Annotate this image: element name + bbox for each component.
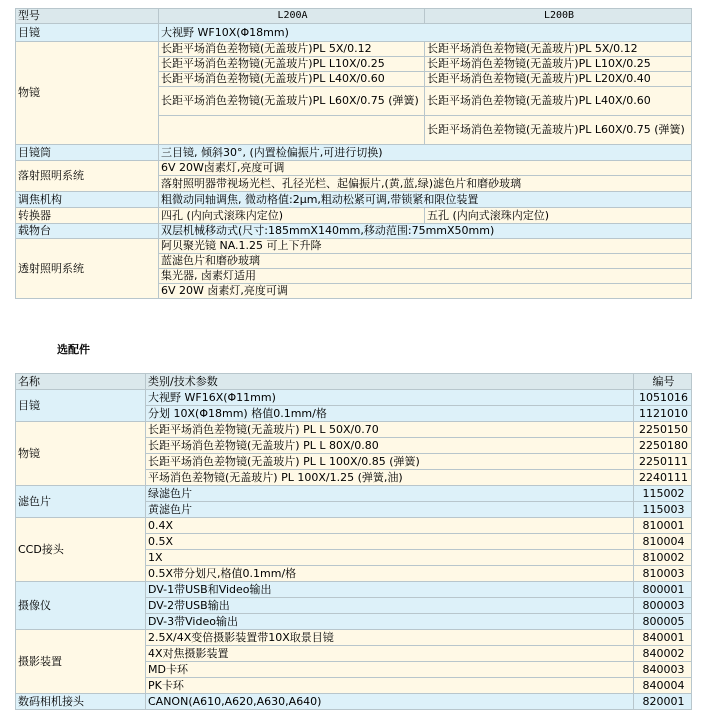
spec-label-focus: 调焦机构 <box>16 192 159 208</box>
spec-value-stage: 双层机械移动式(尺寸:185mmX140mm,移动范围:75mmX50mm) <box>159 224 692 239</box>
spec-objective-b: 长距平场消色差物镜(无盖玻片)PL L60X/0.75 (弹簧) <box>425 116 692 145</box>
spec-objective-a: 长距平场消色差物镜(无盖玻片)PL L40X/0.60 <box>159 72 425 87</box>
accessory-code: 800003 <box>634 598 692 614</box>
spec-objective-b: 长距平场消色差物镜(无盖玻片)PL L10X/0.25 <box>425 57 692 72</box>
accessory-row <box>16 422 692 438</box>
spec-row-eyepiece <box>16 24 692 42</box>
accessories-table <box>15 373 692 710</box>
accessory-group-name: 目镜 <box>16 390 146 422</box>
accessory-group-name: 物镜 <box>16 422 146 486</box>
spec-objective-a: 长距平场消色差物镜(无盖玻片)PL 5X/0.12 <box>159 42 425 57</box>
accessory-param: 大视野 WF16X(Φ11mm) <box>146 390 634 406</box>
accessory-code: 800001 <box>634 582 692 598</box>
spec-value-nosepiece-a: 四孔 (内向式滚珠内定位) <box>159 208 425 224</box>
accessory-code: 810004 <box>634 534 692 550</box>
accessories-header-row <box>16 374 692 390</box>
spec-row-nosepiece <box>16 208 692 224</box>
spec-value-trans: 蓝滤色片和磨砂玻璃 <box>159 254 692 269</box>
spec-row-stage <box>16 224 692 239</box>
spec-header-l200b: L200B <box>425 9 692 24</box>
accessory-row <box>16 390 692 406</box>
accessory-code: 820001 <box>634 694 692 710</box>
spec-label-stage: 载物台 <box>16 224 159 239</box>
accessory-param: 黄滤色片 <box>146 502 634 518</box>
accessory-param: MD卡环 <box>146 662 634 678</box>
spec-value-eyepiece: 大视野 WF10X(Φ18mm) <box>159 24 692 42</box>
accessory-code: 2250150 <box>634 422 692 438</box>
spec-value-trans: 阿贝聚光镜 NA.1.25 可上下升降 <box>159 239 692 254</box>
accessory-param: DV-3带Video输出 <box>146 614 634 630</box>
accessory-row <box>16 630 692 646</box>
accessory-param: 长距平场消色差物镜(无盖玻片) PL L 50X/0.70 <box>146 422 634 438</box>
accessory-row <box>16 486 692 502</box>
accessory-code: 1051016 <box>634 390 692 406</box>
accessories-body <box>16 390 692 710</box>
accessories-header-name: 名称 <box>16 374 146 390</box>
spec-value-tube: 三目镜, 倾斜30°, (内置检偏振片,可进行切换) <box>159 145 692 161</box>
spec-row-tube <box>16 145 692 161</box>
accessory-param: 绿滤色片 <box>146 486 634 502</box>
accessory-param: 平场消色差物镜(无盖玻片) PL 100X/1.25 (弹簧,油) <box>146 470 634 486</box>
accessory-param: 4X对焦摄影装置 <box>146 646 634 662</box>
accessory-param: 长距平场消色差物镜(无盖玻片) PL L 80X/0.80 <box>146 438 634 454</box>
accessory-code: 115002 <box>634 486 692 502</box>
spec-row-trans <box>16 239 692 254</box>
accessory-param: 长距平场消色差物镜(无盖玻片) PL L 100X/0.85 (弹簧) <box>146 454 634 470</box>
spec-label-objective: 物镜 <box>16 42 159 145</box>
spec-header-model: 型号 <box>16 9 159 24</box>
spec-value-trans: 6V 20W 卤素灯,亮度可调 <box>159 284 692 299</box>
spec-row-focus <box>16 192 692 208</box>
accessory-param: 1X <box>146 550 634 566</box>
accessory-group-name: 摄影装置 <box>16 630 146 694</box>
accessory-group-name: 数码相机接头 <box>16 694 146 710</box>
accessory-group-name: CCD接头 <box>16 518 146 582</box>
accessory-code: 840001 <box>634 630 692 646</box>
spec-value-epi: 6V 20W卤素灯,亮度可调 <box>159 161 692 176</box>
accessory-param: PK卡环 <box>146 678 634 694</box>
accessory-group-name: 摄像仪 <box>16 582 146 630</box>
accessory-code: 840003 <box>634 662 692 678</box>
spec-label-tube: 目镜筒 <box>16 145 159 161</box>
spec-row-epi <box>16 161 692 176</box>
spec-value-nosepiece-b: 五孔 (内向式滚珠内定位) <box>425 208 692 224</box>
accessory-group-name: 滤色片 <box>16 486 146 518</box>
spec-objective-b: 长距平场消色差物镜(无盖玻片)PL L20X/0.40 <box>425 72 692 87</box>
spec-objective-b: 长距平场消色差物镜(无盖玻片)PL L40X/0.60 <box>425 87 692 116</box>
spec-table <box>15 8 692 299</box>
accessory-param: CANON(A610,A620,A630,A640) <box>146 694 634 710</box>
accessory-row <box>16 582 692 598</box>
accessory-row <box>16 694 692 710</box>
accessories-title: 选配件 <box>57 343 90 356</box>
accessories-header-code: 编号 <box>634 374 692 390</box>
spec-value-epi: 落射照明器带视场光栏、孔径光栏、起偏振片,(黄,蓝,绿)滤色片和磨砂玻璃 <box>159 176 692 192</box>
spec-value-focus: 粗微动同轴调焦, 微动格值:2μm,粗动松紧可调,带锁紧和限位装置 <box>159 192 692 208</box>
spec-header-l200a: L200A <box>159 9 425 24</box>
accessory-param: DV-2带USB输出 <box>146 598 634 614</box>
accessory-code: 1121010 <box>634 406 692 422</box>
accessory-code: 800005 <box>634 614 692 630</box>
spec-label-eyepiece: 目镜 <box>16 24 159 42</box>
accessory-code: 115003 <box>634 502 692 518</box>
accessory-code: 2240111 <box>634 470 692 486</box>
spec-value-trans: 集光器, 卤素灯适用 <box>159 269 692 284</box>
accessory-code: 810002 <box>634 550 692 566</box>
accessory-param: 2.5X/4X变倍摄影装置带10X取景目镜 <box>146 630 634 646</box>
spec-objective-b: 长距平场消色差物镜(无盖玻片)PL 5X/0.12 <box>425 42 692 57</box>
accessory-param: 0.5X带分划尺,格值0.1mm/格 <box>146 566 634 582</box>
accessory-code: 810003 <box>634 566 692 582</box>
accessory-code: 2250111 <box>634 454 692 470</box>
accessory-code: 840002 <box>634 646 692 662</box>
accessory-row <box>16 518 692 534</box>
accessory-param: DV-1带USB和Video输出 <box>146 582 634 598</box>
spec-label-trans: 透射照明系统 <box>16 239 159 299</box>
accessory-code: 2250180 <box>634 438 692 454</box>
accessory-param: 0.4X <box>146 518 634 534</box>
accessories-header-param: 类别/技术参数 <box>146 374 634 390</box>
accessory-code: 810001 <box>634 518 692 534</box>
spec-objective-a: 长距平场消色差物镜(无盖玻片)PL L60X/0.75 (弹簧) <box>159 87 425 116</box>
spec-objective-a: 长距平场消色差物镜(无盖玻片)PL L10X/0.25 <box>159 57 425 72</box>
spec-row-objective <box>16 42 692 57</box>
spec-header-row <box>16 9 692 24</box>
spec-label-nosepiece: 转换器 <box>16 208 159 224</box>
accessory-code: 840004 <box>634 678 692 694</box>
accessory-param: 分划 10X(Φ18mm) 格值0.1mm/格 <box>146 406 634 422</box>
spec-objective-a <box>159 116 425 145</box>
accessory-param: 0.5X <box>146 534 634 550</box>
spec-label-epi: 落射照明系统 <box>16 161 159 192</box>
